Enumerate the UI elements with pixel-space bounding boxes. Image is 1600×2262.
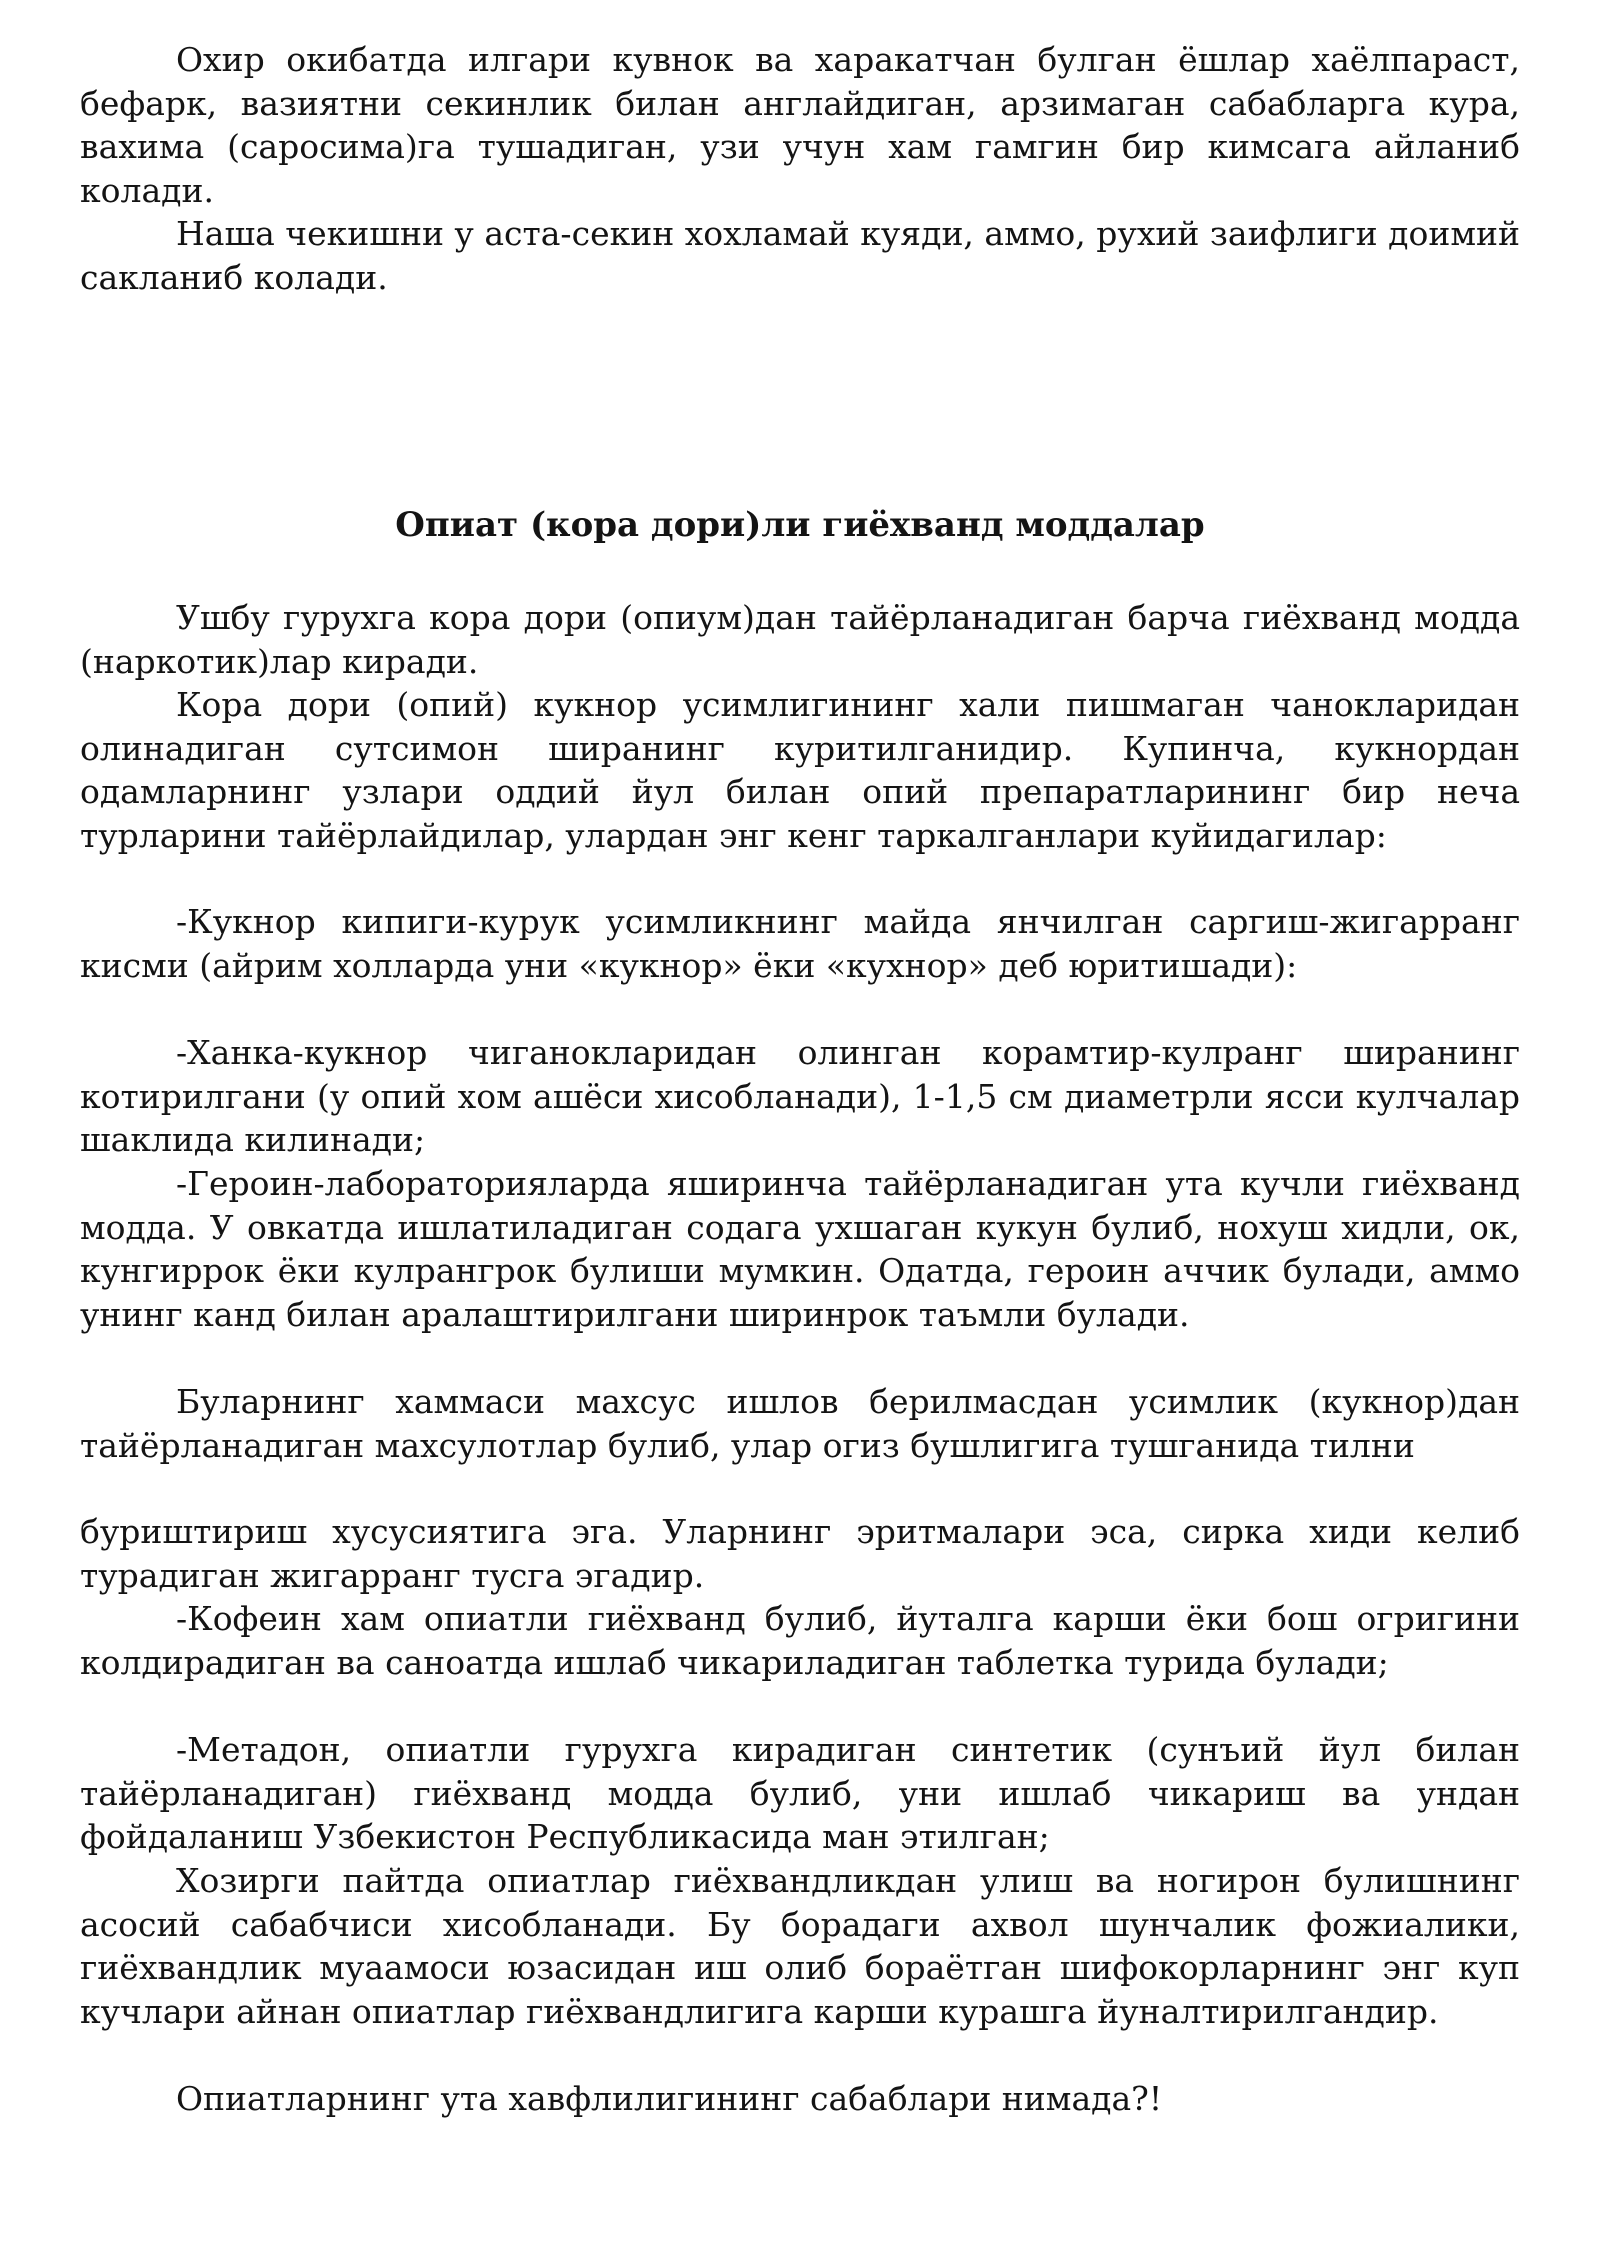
list-item-geroin: -Героин-лабораторияларда яширинча тайёрланадиган ута кучли гиёхванд модда. У овкатда ишлатиладиган содага ухшаган кукун булиб, нохуш хидли, ок, кунгиррок ёки кулрангрок булиши мумкин. Одатда, героин аччик булади, аммо унинг канд билан аралаштирилгани ширинрок таъмли булади.: [80, 1164, 1520, 1334]
list-item-metadon: -Метадон, опиатли гурухга кирадиган синтетик (сунъий йул билан тайёрланадиган) гиёхванд модда булиб, уни ишлаб чикариш ва ундан фойдаланиш Узбекистон Республикасида ман этилган;: [80, 1730, 1520, 1856]
intro-paragraph-1: Охир окибатда илгари кувнок ва харакатчан булган ёшлар хаёлпараст, бефарк, вазиятни секинлик билан англайдиган, арзимаган сабабларга кура, вахима (саросима)га тушадиган, узи учун хам гамгин бир кимсага айланиб колади.: [80, 40, 1520, 210]
section-heading: Опиат (кора дори)ли гиёхванд моддалар: [395, 505, 1205, 545]
intro-paragraph-2: Наша чекишни у аста-секин хохламай куяди, аммо, рухий заифлиги доимий сакланиб колади.: [80, 214, 1520, 297]
section-paragraph-1: Ушбу гурухга кора дори (опиум)дан тайёрланадиган барча гиёхванд модда (наркотик)лар киради.: [80, 598, 1520, 681]
list-item-khanka: -Ханка-кукнор чиганокларидан олинган корамтир-кулранг ширанинг котирилгани (у опий хом ашёси хисобланади), 1-1,5 см диаметрли ясси кулчалар шаклида килинади;: [80, 1033, 1520, 1159]
section-paragraph-6-part-1: Буларнинг хаммаси махсус ишлов берилмасдан усимлик (кукнор)дан тайёрланадиган махсулотлар булиб, улар огиз бушлигига тушганида тилни: [80, 1382, 1520, 1465]
section-question: Опиатларнинг ута хавфлилигининг сабаблари нимада?!: [176, 2079, 1163, 2118]
section-paragraph-2: Кора дори (опий) кукнор усимлигининг хали пишмаган чанокларидан олинадиган сутсимон ширанинг куритилганидир. Купинча, кукнордан одамларнинг узлари оддий йул билан опий препаратларининг бир неча турларини тайёрлайдилар, улардан энг кенг таркалганлари куйидагилар:: [80, 685, 1520, 855]
section-paragraph-9: Хозирги пайтда опиатлар гиёхвандликдан улиш ва ногирон булишнинг асосий сабабчиси хисобланади. Бу борадаги ахвол шунчалик фожиалики, гиёхвандлик муаамоси юзасидан иш олиб бораётган шифокорларнинг энг куп кучлари айнан опиатлар гиёхвандлигига карши курашга йуналтирилгандир.: [80, 1861, 1520, 2031]
section-paragraph-6-part-2: буриштириш хусусиятига эга. Уларнинг эритмалари эса, сирка хиди келиб турадиган жигарранг тусга эгадир.: [80, 1512, 1520, 1595]
list-item-kofein: -Кофеин хам опиатли гиёхванд булиб, йуталга карши ёки бош огригини колдирадиган ва саноатда ишлаб чикариладиган таблетка турида булади;: [80, 1599, 1520, 1682]
list-item-kuknor-kipigi: -Кукнор кипиги-курук усимликнинг майда янчилган саргиш-жигарранг кисми (айрим холларда уни «кукнор» ёки «кухнор» деб юритишади):: [80, 902, 1520, 985]
